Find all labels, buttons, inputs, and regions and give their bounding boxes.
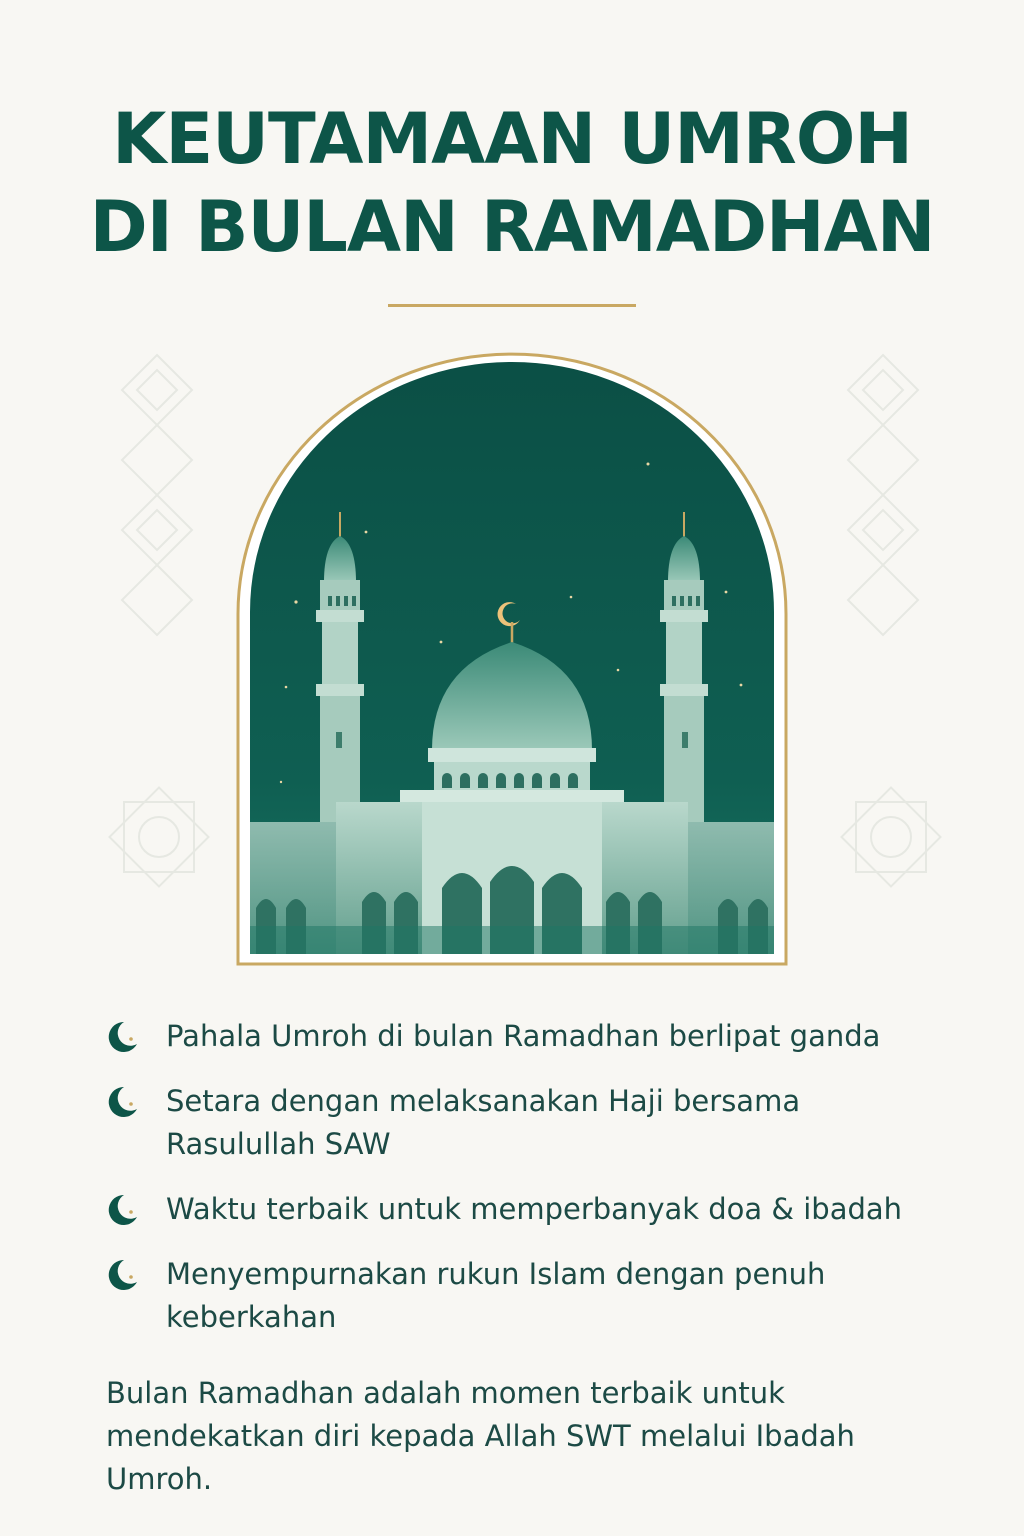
geometric-ornament-right-top-icon <box>838 350 928 650</box>
list-item <box>104 1253 944 1339</box>
benefit-text: Setara dengan melaksanakan Haji bersama Rasulullah SAW <box>166 1084 801 1161</box>
mosque-illustration <box>236 352 788 966</box>
benefit-text: Waktu terbaik untuk memperbanyak doa & ibadah <box>166 1192 903 1226</box>
list-item <box>104 1015 944 1058</box>
crescent-moon-icon <box>104 1019 140 1055</box>
list-item <box>104 1080 944 1166</box>
gold-divider <box>388 304 636 307</box>
crescent-moon-icon <box>104 1084 140 1120</box>
crescent-moon-icon <box>104 1257 140 1293</box>
list-item <box>104 1188 944 1231</box>
title-line-1: KEUTAMAAN UMROH <box>112 98 912 180</box>
title-line-2: DI BULAN RAMADHAN <box>89 186 935 268</box>
benefit-text: Menyempurnakan rukun Islam dengan penuh keberkahan <box>166 1257 826 1334</box>
geometric-ornament-left-top-icon <box>112 350 202 650</box>
closing-paragraph: Bulan Ramadhan adalah momen terbaik untuk mendekatkan diri kepada Allah SWT melalui Ibadah Umroh. <box>106 1376 855 1496</box>
benefits-list <box>104 1015 944 1339</box>
geometric-star-left-icon <box>94 772 224 902</box>
benefit-text: Pahala Umroh di bulan Ramadhan berlipat ganda <box>166 1019 881 1053</box>
crescent-moon-icon <box>104 1192 140 1228</box>
page-title <box>0 95 1024 271</box>
geometric-star-right-icon <box>826 772 956 902</box>
